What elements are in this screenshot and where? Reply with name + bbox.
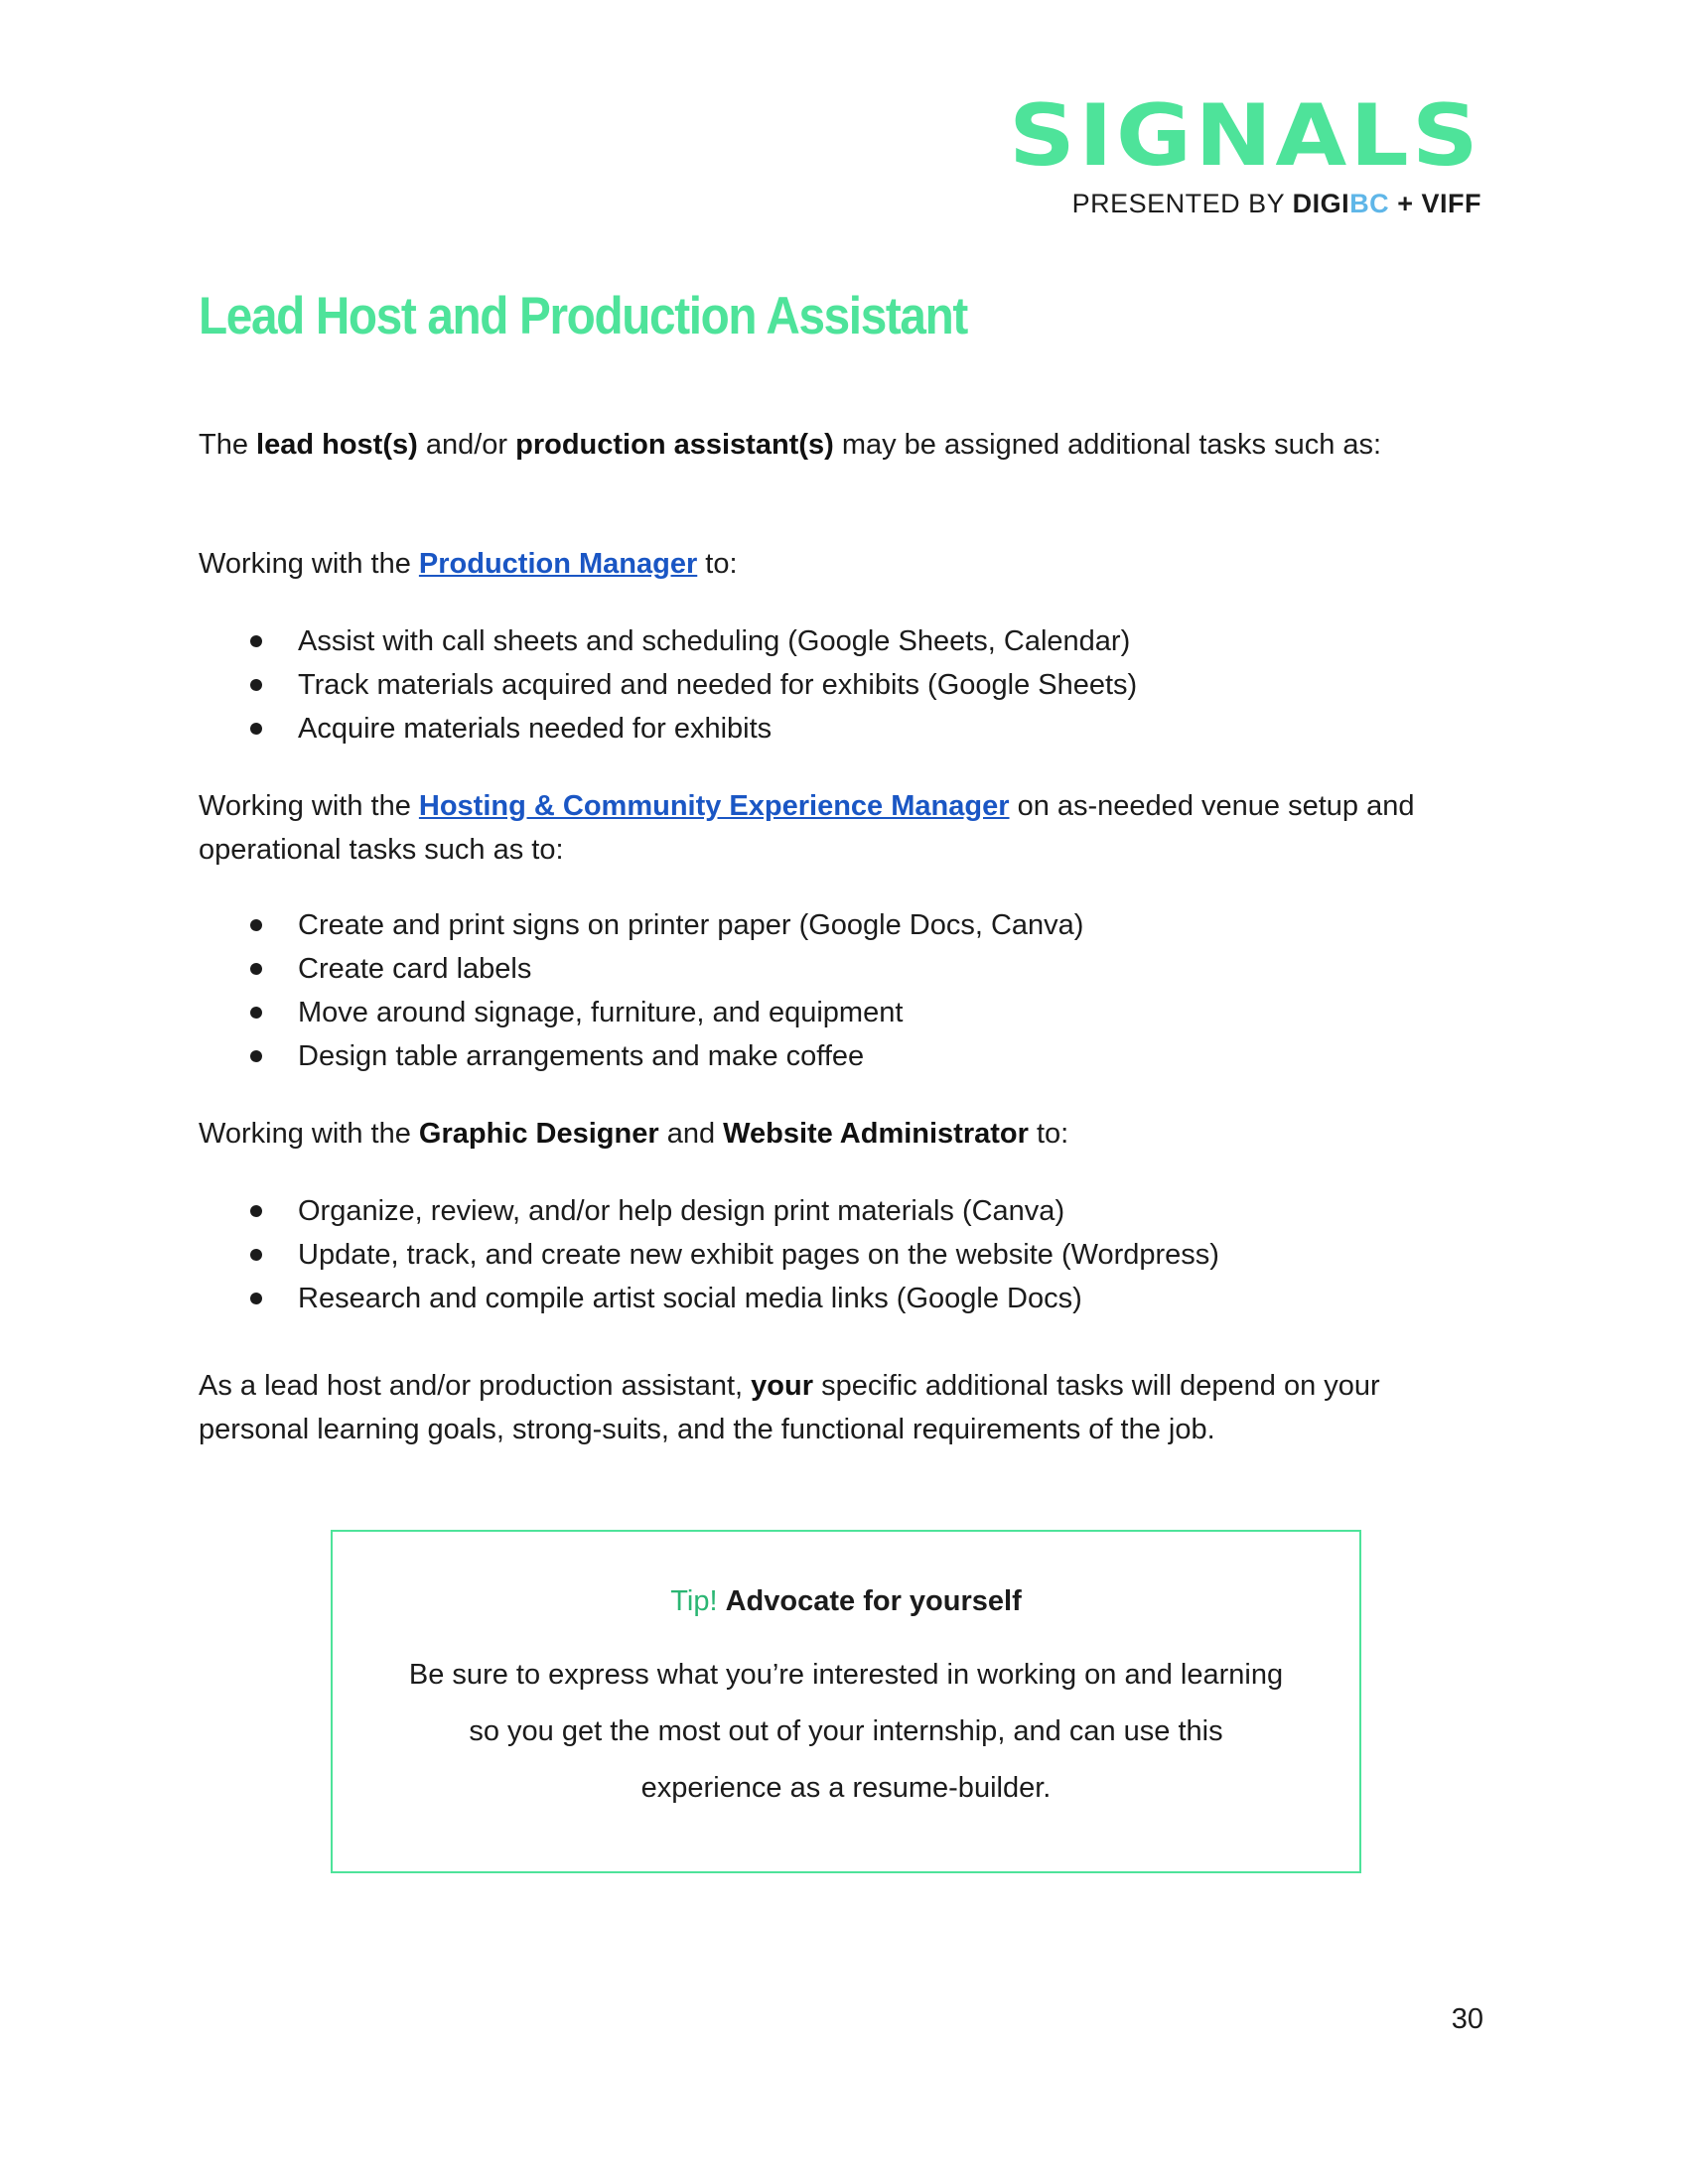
section1-intro [199,542,1489,586]
list-item: Research and compile artist social media links (Google Docs) [199,1277,1489,1320]
digi-text: DIGI [1292,189,1350,218]
closing-prefix: As a lead host and/or production assistant, [199,1370,752,1402]
closing-emphasis: your [751,1370,814,1402]
tip-heading [333,1581,1359,1621]
list-item: Organize, review, and/or help design print materials (Canva) [199,1189,1489,1233]
section1-prefix: Working with the [199,548,419,580]
list-item: Create and print signs on printer paper (Google Docs, Canva) [199,903,1489,947]
list-item: Move around signage, furniture, and equipment [199,991,1489,1034]
tip-body: Be sure to express what you’re interested in working on and learning so you get the most out of your internship, and can use this experience as a resume-builder. [408,1659,1284,1804]
list-item: Assist with call sheets and scheduling (Google Sheets, Calendar) [199,619,1489,663]
section2-list [199,903,1489,1078]
section1-list [199,619,1489,751]
list-item: Track materials acquired and needed for exhibits (Google Sheets) [199,663,1489,707]
closing-suffix: specific additional tasks will depend on your personal learning goals, strong-suits, and the functional requirements of the job. [199,1370,1380,1445]
presented-by-text: PRESENTED BY [1071,189,1285,218]
page-number: 30 [1451,2003,1483,2035]
section3-suffix: to: [1028,1118,1069,1150]
intro-role-production-assistant: production assistant(s) [515,429,834,461]
tip-label: Tip! [670,1585,718,1617]
section3-role-graphic-designer: Graphic Designer [418,1118,659,1150]
section2-intro [199,784,1489,872]
tip-callout [331,1530,1361,1873]
section2-prefix: Working with the [199,790,419,822]
section3-role-website-admin: Website Administrator [723,1118,1029,1150]
intro-prefix: The [199,429,257,461]
signals-logo [1008,86,1481,219]
section3-mid: and [658,1118,724,1150]
logo-wordmark: SIGNALS [1008,86,1481,186]
intro-role-lead-host: lead host(s) [256,429,418,461]
viff-text: VIFF [1421,189,1481,218]
logo-presented-by [1035,189,1481,219]
list-item: Design table arrangements and make coffee [199,1034,1489,1078]
section2-suffix: on as-needed venue setup and operational tasks such as to: [199,790,1415,866]
intro-paragraph [199,423,1489,467]
list-item: Update, track, and create new exhibit pages on the website (Wordpress) [199,1233,1489,1277]
intro-mid: and/or [417,429,516,461]
list-item: Create card labels [199,947,1489,991]
section1-suffix: to: [697,548,738,580]
plus-text: + [1397,189,1414,218]
section3-intro [199,1112,1489,1156]
page-title: Lead Host and Production Assistant [199,287,967,345]
hosting-community-manager-link[interactable]: Hosting & Community Experience Manager [418,790,1010,822]
production-manager-link[interactable]: Production Manager [418,548,698,580]
tip-title: Advocate for yourself [725,1585,1022,1617]
section3-list [199,1189,1489,1320]
closing-paragraph [199,1364,1489,1451]
intro-suffix: may be assigned additional tasks such as: [833,429,1382,461]
list-item: Acquire materials needed for exhibits [199,707,1489,751]
bc-text: BC [1349,189,1390,218]
section3-prefix: Working with the [199,1118,419,1150]
